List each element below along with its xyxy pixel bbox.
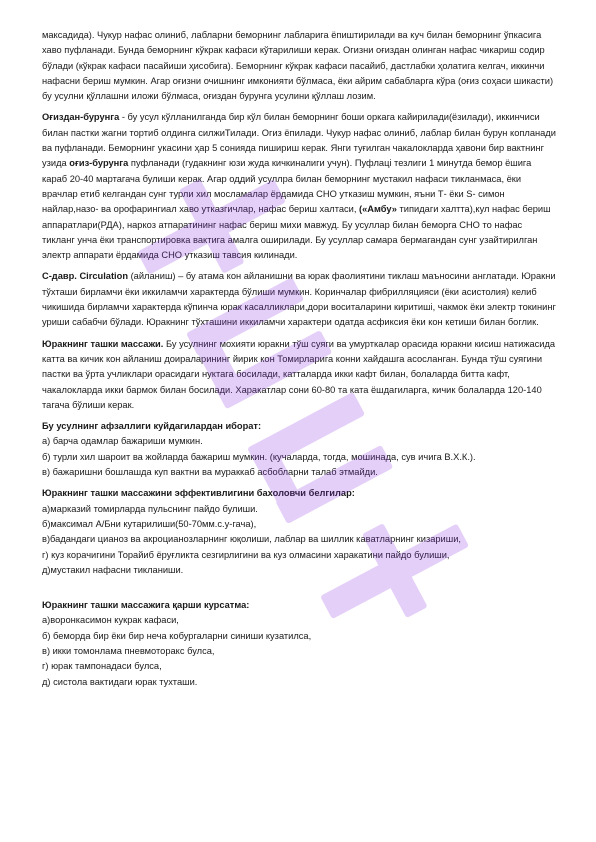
heading-circulation: С-давр. Circulation bbox=[42, 271, 128, 282]
paragraph-mouth-to-nose bbox=[42, 110, 556, 263]
text-circulation: (айланиш) – бу атама кон айланишни ва юрак фаолиятини тиклаш маъносини англатади. Юракни тўхташи бирламчи ёки иккиламчи характерда бўлиши мумкин. Коринчалар фибрилляцияси (ёки асистолия) келиб чикишида бирламчи характерда кўпинча юрак касалликлари,дори воситаларини киритиші, чакмок ёки электр токининг уриши сабабчи бўлади. Юракнинг тўхташини иккиламчи характери одатда асфиксия ёки кон кетиши билан боглик. bbox=[42, 271, 556, 328]
heading-mouth-to-nose: Оғиздан-бурунга bbox=[42, 112, 120, 123]
list-item: г) юрак тампонадаси булса, bbox=[42, 661, 162, 672]
paragraph-circulation bbox=[42, 269, 556, 330]
list-item: а)марказий томирларда пульснинг пайдо булиши. bbox=[42, 503, 258, 514]
term-mouth-to-nose: оғиз-бурунга bbox=[69, 158, 129, 169]
document-page bbox=[42, 28, 556, 696]
list-item: а) барча одамлар бажариши мумкин. bbox=[42, 436, 203, 447]
text-mouth-to-nose-2: пуфланади (гудакнинг юзи жуда кичкиналиги учун). Пуфлаці тезлиги 1 минутда бемор ёшига караб 20-40 мартагача булиши керак. Агар оддий усуллра билан беморнинг мустакил нафаси тикланмаса, ёки врачлар етиб келгандан сунг турли хил мосламалар ёрдамида СНО утказиш мумкин, яъни Т- ёки S- симон найлар,назо- ва орофарингиал хаво утказгичлар, нафас бериш халтаси, bbox=[42, 158, 532, 215]
list-item: б)максимал А/Бни кутарилиши(50-70мм.с.у-гача), bbox=[42, 518, 257, 529]
contraindications-list bbox=[42, 598, 556, 690]
list-item: в) бажаришни бошлашда куп вактни ва мураккаб асбобларни талаб этмайди. bbox=[42, 467, 378, 478]
list-item: д)мустакил нафасни тикланиши. bbox=[42, 564, 184, 575]
heading-heart-massage: Юракнинг ташки массажи. bbox=[42, 338, 164, 349]
text-mouth-to-nose-1: - бу усул кўлланилганда бир кўл билан беморнинг боши оркага кайирилади(ёзилади), иккинчиси билан пастки жагни тортиб олдинга силжиТилади. Огиз ёпилади. Чукур нафас олиниб, лаблар билан бурун копланади ва пуфланади. Беморнинг укасини ҳар 5 сонияда пишириш керак. Янги туғилган чакалокларда ҳавони бир вактнинг узида bbox=[42, 112, 556, 169]
list-item: в)бадандаги цианоз ва акроцианозларнинг юқолиши, лаблар ва шиллик каватларнинг кизариши, bbox=[42, 534, 461, 545]
advantages-list bbox=[42, 419, 556, 480]
list-item: а)воронкасимон кукрак кафаси, bbox=[42, 615, 179, 626]
list-item: б) турли хил шароит ва жойларда бажариш мумкин. (кучаларда, тогда, мошинада, сув ичига В.Х.К.). bbox=[42, 451, 476, 462]
term-ambu: («Амбу» bbox=[359, 204, 397, 215]
criteria-list bbox=[42, 486, 556, 578]
list-item: д) систола вактидаги юрак тухташи. bbox=[42, 676, 198, 687]
list-item: в) икки томонлама пневмоторакс булса, bbox=[42, 645, 215, 656]
text-mouth-to-nose-3: типидаги халтта),кул нафас бериш аппаратлари(РДА), наркоз атпаратининг нафас бериш михи мавжуд. Бу усуллар билан беморга СНО то нафас тикланг унча ёки транспортировка вактига амалга оширилади. Бу усуллар самара бермагандан сунг узайтирилган электр аппарати ёрдамида СНО утказиш тавсия килинади. bbox=[42, 204, 551, 261]
advantages-title: Бу усулнинг афзаллиги куйдагилардан иборат: bbox=[42, 421, 262, 432]
spacer bbox=[42, 584, 556, 598]
list-item: б) беморда бир ёки бир неча кобургаларни синиши кузатилса, bbox=[42, 630, 312, 641]
paragraph-heart-massage bbox=[42, 337, 556, 413]
contraindications-title: Юракнинг ташки массажига қарши курсатма: bbox=[42, 600, 250, 611]
text-heart-massage: Бу усулнинг мохияти юракни тўш суяги ва умурткалар орасида юракни кисиш натижасида катта ва кичик кон айланиш доираларининг йирик кон Томирларига конни хайдашга асосланган. Бунда тўш суягини пастки ва ўрта учликлари орасидаги нуктага босилади, катталарда икки кафт билан, болаларда битта кафт, чакалокларда икки бармок билан босилади. Харакатлар сони 60-80 та ката ёшдагиларга, кичик болаларда 120-140 тагача бўлиши керак. bbox=[42, 338, 556, 410]
list-item: г) куз корачигини Торайиб ёруғликта сезгирлигини ва куз олмасини харакатини пайдо булиши, bbox=[42, 549, 450, 560]
paragraph-mouth-to-mouth: максадида). Чукур нафас олиниб, лабларни беморнинг лабларига ёпиштирилади ва куч билан беморнинг ўпкасига хаво пуфланади. Бунда беморнинг кўкрак кафаси кўтарилиши керак. Огизни оғиздан олинган нафас чикариш содир бўлади (кўкрак кафаси пасайиши ҳисобига). Беморнинг кўкрак кафаси пасайиб, дастлабки ҳолатига келгач, иккинчи нафасни бериш мумкин. Агар оғизни очишнинг имконияти бўлмаса, ёки айрим сабабларга кўра (оғиз соҳаси шикасти) бу усулни қўллашни иложи бўлмаса, оғиздан бурунга усулини қўллаш лозим. bbox=[42, 30, 554, 102]
criteria-title: Юракнинг ташки массажини эффективлигини бахоловчи белгилар: bbox=[42, 488, 355, 499]
